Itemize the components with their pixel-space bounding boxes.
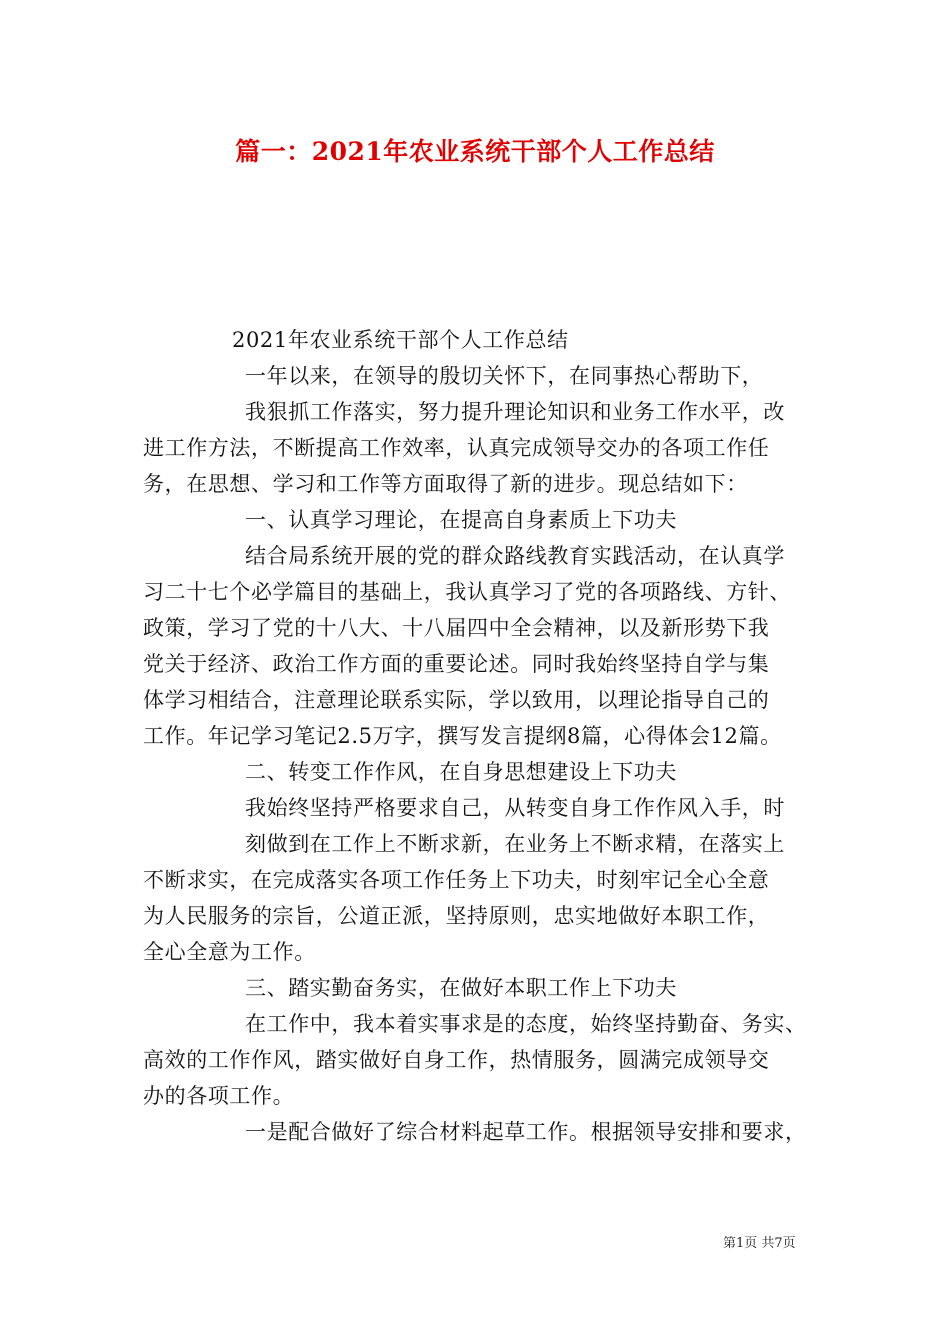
text-line: 结合局系统开展的党的群众路线教育实践活动，在认真学 bbox=[245, 544, 785, 568]
text-line: 全心全意为工作。 bbox=[143, 940, 316, 964]
page-number: 第1页 共7页 bbox=[723, 1236, 796, 1251]
text-line: 体学习相结合，注意理论联系实际，学以致用，以理论指导自己的 bbox=[143, 688, 770, 712]
section-heading: 二、转变工作作风，在自身思想建设上下功夫 bbox=[245, 760, 677, 784]
text-line: 高效的工作作风，踏实做好自身工作，热情服务，圆满完成领导交 bbox=[143, 1048, 770, 1072]
section-heading: 三、踏实勤奋务实，在做好本职工作上下功夫 bbox=[245, 976, 677, 1000]
text-line: 2021年农业系统干部个人工作总结 bbox=[232, 328, 569, 352]
section-heading: 一、认真学习理论，在提高自身素质上下功夫 bbox=[245, 508, 677, 532]
text-line: 为人民服务的宗旨，公道正派，坚持原则，忠实地做好本职工作， bbox=[143, 904, 770, 928]
text-line: 我狠抓工作落实，努力提升理论知识和业务工作水平，改 bbox=[245, 400, 785, 424]
text-line: 在工作中，我本着实事求是的态度，始终坚持勤奋、务实、 bbox=[245, 1012, 807, 1036]
text-line: 不断求实，在完成落实各项工作任务上下功夫，时刻牢记全心全意 bbox=[143, 868, 770, 892]
document-title: 篇一：2021年农业系统干部个人工作总结 bbox=[235, 137, 715, 166]
text-line: 工作。年记学习笔记2.5万字，撰写发言提纲8篇，心得体会12篇。 bbox=[143, 724, 782, 748]
text-line: 一年以来，在领导的殷切关怀下，在同事热心帮助下， bbox=[245, 364, 764, 388]
text-line: 一是配合做好了综合材料起草工作。根据领导安排和要求， bbox=[245, 1120, 807, 1144]
text-line: 党关于经济、政治工作方面的重要论述。同时我始终坚持自学与集 bbox=[143, 652, 770, 676]
text-line: 我始终坚持严格要求自己，从转变自身工作作风入手，时 bbox=[245, 796, 785, 820]
text-line: 政策，学习了党的十八大、十八届四中全会精神，以及新形势下我 bbox=[143, 616, 770, 640]
text-line: 务，在思想、学习和工作等方面取得了新的进步。现总结如下： bbox=[143, 472, 748, 496]
text-line: 习二十七个必学篇目的基础上，我认真学习了党的各项路线、方针、 bbox=[143, 580, 791, 604]
text-line: 进工作方法，不断提高工作效率，认真完成领导交办的各项工作任 bbox=[143, 436, 770, 460]
text-line: 刻做到在工作上不断求新，在业务上不断求精，在落实上 bbox=[245, 832, 785, 856]
text-line: 办的各项工作。 bbox=[143, 1084, 295, 1108]
